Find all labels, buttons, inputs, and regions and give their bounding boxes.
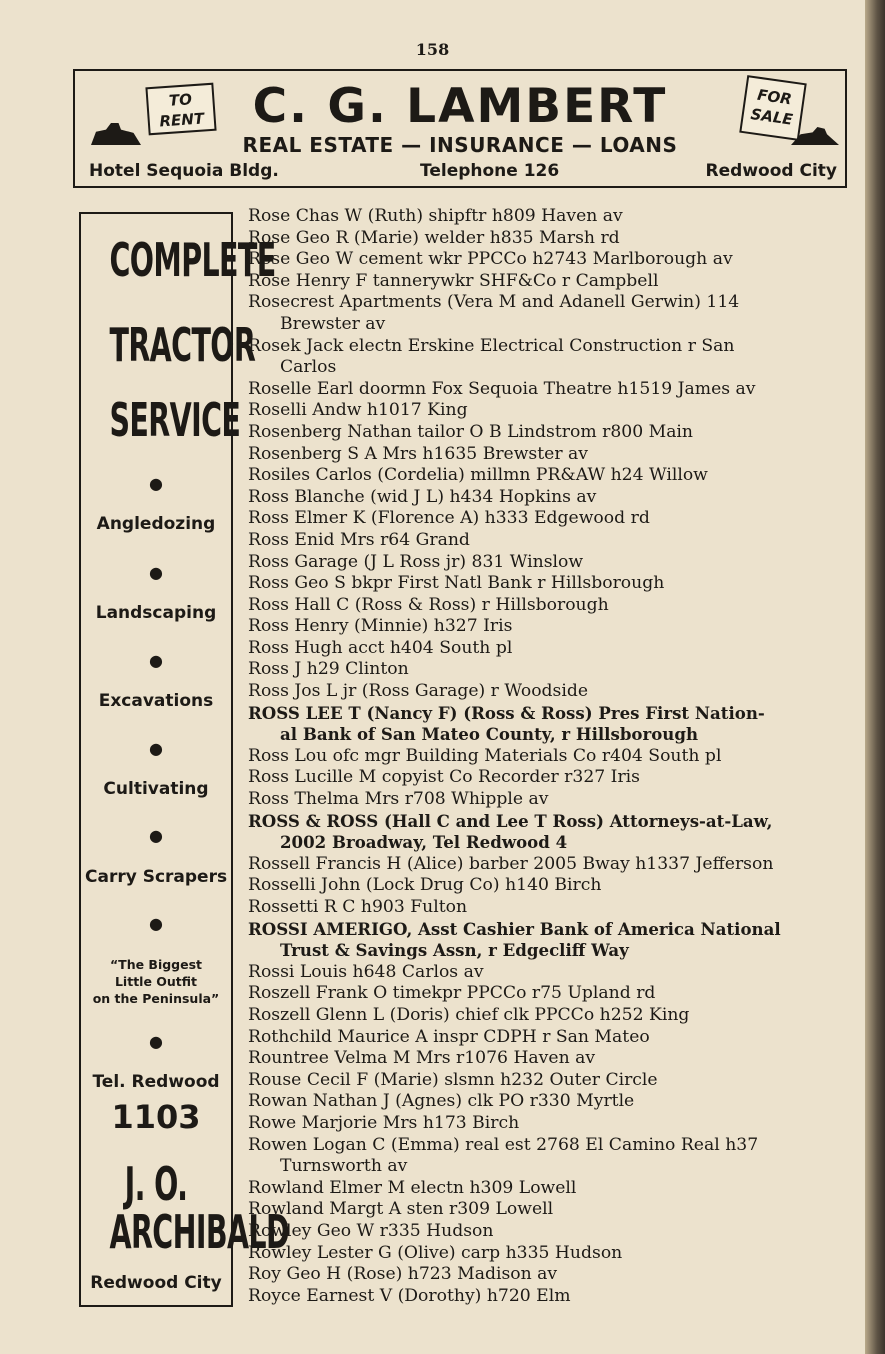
directory-entry (248, 1286, 852, 1308)
bullet-icon: ● (149, 739, 163, 758)
header-advertisement (73, 69, 847, 188)
entry-text: Ross Garage (J L Ross jr) 831 Winslow (248, 551, 584, 572)
ad-headline: COMPLETE (109, 233, 276, 287)
sign-text: FOR (756, 85, 793, 109)
ad-tel-number: 1103 (111, 1098, 201, 1136)
directory-listings (248, 206, 852, 1307)
directory-entry (248, 336, 852, 379)
entry-text: Roszell Glenn L (Doris) chief clk PPCCo h252 King (248, 1004, 690, 1025)
ad-owner: ARCHIBALD (109, 1205, 290, 1259)
entry-text: Rosenberg Nathan tailor O B Lindstrom r800 Main (248, 421, 694, 442)
entry-text: Ross Enid Mrs r64 Grand (248, 529, 470, 550)
directory-entry (248, 1005, 852, 1027)
directory-entry (248, 228, 852, 250)
entry-continuation: Carlos (280, 357, 337, 378)
directory-entry (248, 249, 852, 271)
entry-text: Ross Lou ofc mgr Building Materials Co r404 South pl (248, 745, 722, 766)
bullet-icon: ● (149, 1032, 163, 1051)
directory-entry (248, 616, 852, 638)
directory-entry (248, 1178, 852, 1200)
entry-text: Rowan Nathan J (Agnes) clk PO r330 Myrtle (248, 1091, 635, 1112)
ad-service: Excavations (98, 691, 214, 711)
bullet-icon: ● (149, 563, 163, 582)
ad-service: Cultivating (103, 779, 209, 799)
bullet-icon: ● (149, 826, 163, 845)
entry-text: Roselli Andw h1017 King (248, 400, 468, 421)
bullet-icon: ● (149, 474, 163, 493)
entry-text: ROSSI AMERIGO, Asst Cashier Bank of America National (248, 918, 781, 939)
entry-text: Ross Hugh acct h404 South pl (248, 637, 513, 658)
entry-text: Rossell Francis H (Alice) barber 2005 Bway h1337 Jefferson (248, 853, 774, 874)
entry-text: ROSS & ROSS (Hall C and Lee T Ross) Attorneys-at-Law, (248, 810, 773, 831)
directory-entry (248, 1199, 852, 1221)
directory-entry (248, 983, 852, 1005)
directory-entry (248, 811, 852, 854)
ad-service: Landscaping (95, 603, 217, 623)
directory-entry (248, 595, 852, 617)
company-city: Redwood City (705, 161, 837, 181)
entry-continuation: 2002 Broadway, Tel Redwood 4 (280, 832, 568, 853)
directory-entry (248, 681, 852, 703)
directory-entry (248, 206, 852, 228)
ad-headline: SERVICE (109, 393, 241, 447)
entry-text: Ross Hall C (Ross & Ross) r Hillsborough (248, 594, 609, 615)
entry-text: Ross J h29 Clinton (248, 659, 409, 680)
entry-text: Rossetti R C h903 Fulton (248, 897, 468, 917)
directory-entry (248, 271, 852, 293)
directory-entry (248, 875, 852, 897)
ad-slogan: Little Outfit (114, 974, 198, 989)
entry-text: Rose Henry F tannerywkr SHF&Co r Campbell (248, 270, 659, 291)
sign-text: SALE (749, 105, 794, 129)
company-address: Hotel Sequoia Bldg. (89, 161, 279, 181)
sign-text: TO (168, 90, 193, 110)
for-sale-sign-icon (739, 75, 806, 141)
directory-entry (248, 854, 852, 876)
directory-entry (248, 767, 852, 789)
entry-text: Rothchild Maurice A inspr CDPH r San Mateo (248, 1026, 650, 1047)
entry-text: Rosiles Carlos (Cordelia) millmn PR&AW h24 Willow (248, 465, 708, 486)
book-spine (865, 0, 885, 1354)
directory-entry (248, 1091, 852, 1113)
page-number: 158 (415, 40, 450, 59)
entry-text: Rosecrest Apartments (Vera M and Adanell Gerwin) 114 (248, 292, 740, 313)
directory-entry (248, 1048, 852, 1070)
directory-entry (248, 703, 852, 746)
ad-owner: J. O. (124, 1157, 188, 1211)
entry-text: Rose Geo W cement wkr PPCCo h2743 Marlborough av (248, 249, 733, 270)
directory-entry (248, 465, 852, 487)
directory-entry (248, 1264, 852, 1286)
directory-entry (248, 530, 852, 552)
entry-text: Ross Lucille M copyist Co Recorder r327 Iris (248, 767, 640, 788)
ad-slogan: on the Peninsula” (92, 991, 220, 1006)
directory-entry (248, 444, 852, 466)
entry-text: Ross Henry (Minnie) h327 Iris (248, 616, 513, 637)
entry-text: Rose Geo R (Marie) welder h835 Marsh rd (248, 227, 620, 248)
entry-text: Ross Elmer K (Florence A) h333 Edgewood rd (248, 508, 650, 529)
entry-text: Ross Thelma Mrs r708 Whipple av (248, 789, 549, 810)
entry-text: Rossi Louis h648 Carlos av (248, 961, 484, 982)
directory-entry (248, 292, 852, 335)
directory-entry (248, 659, 852, 681)
entry-text: Roszell Frank O timekpr PPCCo r75 Upland rd (248, 983, 656, 1004)
entry-continuation: Trust & Savings Assn, r Edgecliff Way (280, 940, 629, 961)
sign-text: RENT (158, 109, 205, 131)
company-name: C. G. LAMBERT (252, 79, 668, 134)
entry-text: Rosek Jack electn Erskine Electrical Construction r San (248, 335, 735, 356)
entry-text: Rouse Cecil F (Marie) slsmn h232 Outer Circle (248, 1069, 658, 1090)
directory-entry (248, 1113, 852, 1135)
entry-continuation: al Bank of San Mateo County, r Hillsborough (280, 724, 699, 745)
directory-entry (248, 487, 852, 509)
ad-tel-label: Tel. Redwood (92, 1072, 220, 1092)
directory-entry (248, 508, 852, 530)
directory-entry (248, 1243, 852, 1265)
directory-entry (248, 919, 852, 962)
entry-text: Rosenberg S A Mrs h1635 Brewster av (248, 443, 588, 464)
entry-text: Rosselli John (Lock Drug Co) h140 Birch (248, 875, 602, 896)
directory-entry (248, 1070, 852, 1092)
entry-continuation: Brewster av (280, 313, 386, 334)
entry-text: Rowe Marjorie Mrs h173 Birch (248, 1112, 520, 1133)
directory-entry (248, 746, 852, 768)
directory-entry (248, 1027, 852, 1049)
ad-service: Angledozing (96, 514, 216, 534)
ad-headline: TRACTOR (109, 318, 256, 372)
entry-text: Ross Jos L jr (Ross Garage) r Woodside (248, 681, 589, 702)
entry-text: Ross Geo S bkpr First Natl Bank r Hillsborough (248, 573, 665, 594)
entry-text: Rountree Velma M Mrs r1076 Haven av (248, 1048, 596, 1069)
directory-entry (248, 552, 852, 574)
bullet-icon: ● (149, 914, 163, 933)
entry-text: Rose Chas W (Ruth) shipftr h809 Haven av (248, 206, 623, 226)
entry-text: Roy Geo H (Rose) h723 Madison av (248, 1264, 558, 1285)
entry-text: Rowland Elmer M electn h309 Lowell (248, 1177, 577, 1198)
directory-entry (248, 573, 852, 595)
entry-text: Rowley Lester G (Olive) carp h335 Hudson (248, 1242, 623, 1263)
directory-entry (248, 897, 852, 919)
company-telephone: Telephone 126 (420, 161, 560, 181)
directory-entry (248, 789, 852, 811)
directory-entry (248, 638, 852, 660)
entry-text: Roselle Earl doormn Fox Sequoia Theatre h1519 James av (248, 378, 756, 399)
directory-entry (248, 962, 852, 984)
entry-text: Ross Blanche (wid J L) h434 Hopkins av (248, 486, 597, 507)
directory-entry (248, 400, 852, 422)
directory-entry (248, 1221, 852, 1243)
directory-entry (248, 422, 852, 444)
ad-city: Redwood City (90, 1273, 222, 1293)
entry-text: Rowen Logan C (Emma) real est 2768 El Camino Real h37 (248, 1134, 759, 1155)
company-services: REAL ESTATE — INSURANCE — LOANS (242, 133, 678, 157)
directory-entry (248, 1135, 852, 1178)
entry-text: Rowland Margt A sten r309 Lowell (248, 1199, 554, 1220)
sidebar-advertisement (79, 212, 290, 1307)
directory-entry (248, 379, 852, 401)
entry-continuation: Turnsworth av (280, 1156, 408, 1177)
bullet-icon: ● (149, 651, 163, 670)
ad-slogan: “The Biggest (109, 957, 203, 972)
entry-text: Royce Earnest V (Dorothy) h720 Elm (248, 1285, 571, 1306)
ad-service: Carry Scrapers (85, 867, 228, 887)
entry-text: ROSS LEE T (Nancy F) (Ross & Ross) Pres First Nation- (248, 702, 765, 723)
entry-text: Rowley Geo W r335 Hudson (248, 1220, 494, 1241)
